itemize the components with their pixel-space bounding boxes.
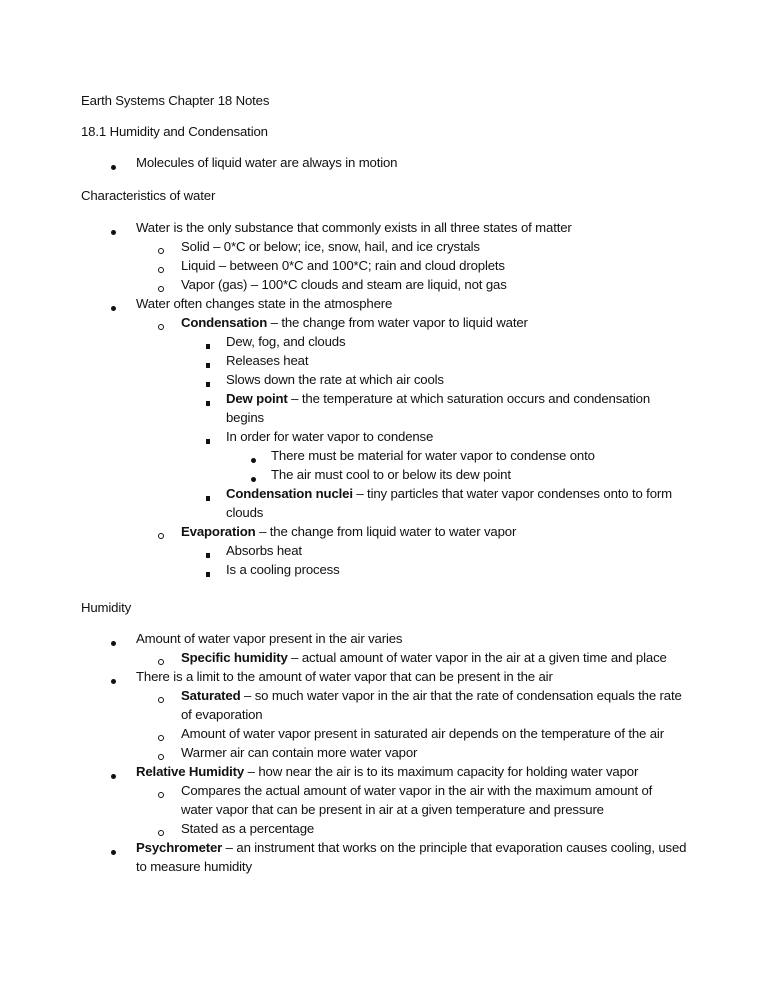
square-bullet-icon xyxy=(206,392,210,411)
definition: – so much water vapor in the air that the rate of condensation equals the rate xyxy=(240,688,682,703)
square-bullet-icon xyxy=(206,544,210,563)
bullet-icon xyxy=(251,449,256,468)
list-item: There must be material for water vapor to condense onto xyxy=(271,448,595,463)
circle-bullet-icon xyxy=(158,316,164,335)
definition: – tiny particles that water vapor condenses onto to form xyxy=(352,486,672,501)
list-item-continuation: to measure humidity xyxy=(136,859,252,874)
section-heading: 18.1 Humidity and Condensation xyxy=(81,124,268,139)
definition: – how near the air is to its maximum capacity for holding water vapor xyxy=(244,764,639,779)
definition: – the change from liquid water to water vapor xyxy=(255,524,517,539)
circle-bullet-icon xyxy=(158,525,164,544)
list-item: There is a limit to the amount of water vapor that can be present in the air xyxy=(136,669,553,684)
list-item: Vapor (gas) – 100*C clouds and steam are liquid, not gas xyxy=(181,277,507,292)
list-item-continuation: of evaporation xyxy=(181,707,263,722)
bullet-icon xyxy=(111,156,116,175)
bullet-icon xyxy=(111,765,116,784)
square-bullet-icon xyxy=(206,335,210,354)
term: Evaporation xyxy=(181,524,256,539)
circle-bullet-icon xyxy=(158,727,164,746)
list-item: Stated as a percentage xyxy=(181,821,315,836)
list-item: Warmer air can contain more water vapor xyxy=(181,745,418,760)
list-item xyxy=(181,686,682,705)
list-item: Water is the only substance that commonly exists in all three states of matter xyxy=(136,220,572,235)
list-item: Amount of water vapor present in saturated air depends on the temperature of the air xyxy=(181,726,664,741)
term: Dew point xyxy=(226,391,288,406)
list-item: Liquid – between 0*C and 100*C; rain and cloud droplets xyxy=(181,258,505,273)
term: Condensation xyxy=(181,315,268,330)
square-bullet-icon xyxy=(206,487,210,506)
definition: – actual amount of water vapor in the air at a given time and place xyxy=(287,650,667,665)
definition: – the change from water vapor to liquid water xyxy=(267,315,528,330)
bullet-icon xyxy=(111,841,116,860)
square-bullet-icon xyxy=(206,430,210,449)
list-item: Releases heat xyxy=(226,353,309,368)
square-bullet-icon xyxy=(206,563,210,582)
bullet-icon xyxy=(111,632,116,651)
list-item: The air must cool to or below its dew point xyxy=(271,467,511,482)
list-item xyxy=(136,838,686,857)
bullet-icon xyxy=(111,670,116,689)
list-item: Solid – 0*C or below; ice, snow, hail, and ice crystals xyxy=(181,239,480,254)
list-item xyxy=(181,648,667,667)
circle-bullet-icon xyxy=(158,240,164,259)
list-item: Slows down the rate at which air cools xyxy=(226,372,444,387)
list-item: Is a cooling process xyxy=(226,562,340,577)
list-item: Compares the actual amount of water vapor in the air with the maximum amount of xyxy=(181,783,653,798)
term: Condensation nuclei xyxy=(226,486,353,501)
list-item xyxy=(226,389,650,408)
subsection-heading: Humidity xyxy=(81,600,132,615)
document-title: Earth Systems Chapter 18 Notes xyxy=(81,93,270,108)
square-bullet-icon xyxy=(206,354,210,373)
list-item: Dew, fog, and clouds xyxy=(226,334,346,349)
list-item: Water often changes state in the atmosphere xyxy=(136,296,393,311)
term: Relative Humidity xyxy=(136,764,245,779)
bullet-icon xyxy=(111,221,116,240)
list-item xyxy=(181,522,516,541)
list-item xyxy=(181,313,528,332)
definition: – the temperature at which saturation occurs and condensation xyxy=(287,391,651,406)
list-item-continuation: begins xyxy=(226,410,264,425)
circle-bullet-icon xyxy=(158,259,164,278)
list-item xyxy=(136,762,638,781)
circle-bullet-icon xyxy=(158,784,164,803)
list-item: Absorbs heat xyxy=(226,543,302,558)
list-item-continuation: water vapor that can be present in air at a given temperature and pressure xyxy=(181,802,604,817)
term: Specific humidity xyxy=(181,650,288,665)
list-item: Molecules of liquid water are always in motion xyxy=(136,155,398,170)
bullet-icon xyxy=(111,297,116,316)
circle-bullet-icon xyxy=(158,689,164,708)
term: Psychrometer xyxy=(136,840,223,855)
subsection-heading: Characteristics of water xyxy=(81,188,216,203)
list-item-continuation: clouds xyxy=(226,505,264,520)
term: Saturated xyxy=(181,688,241,703)
list-item: Amount of water vapor present in the air varies xyxy=(136,631,403,646)
square-bullet-icon xyxy=(206,373,210,392)
list-item xyxy=(226,484,672,503)
definition: – an instrument that works on the principle that evaporation causes cooling, used xyxy=(222,840,687,855)
list-item: In order for water vapor to condense xyxy=(226,429,434,444)
